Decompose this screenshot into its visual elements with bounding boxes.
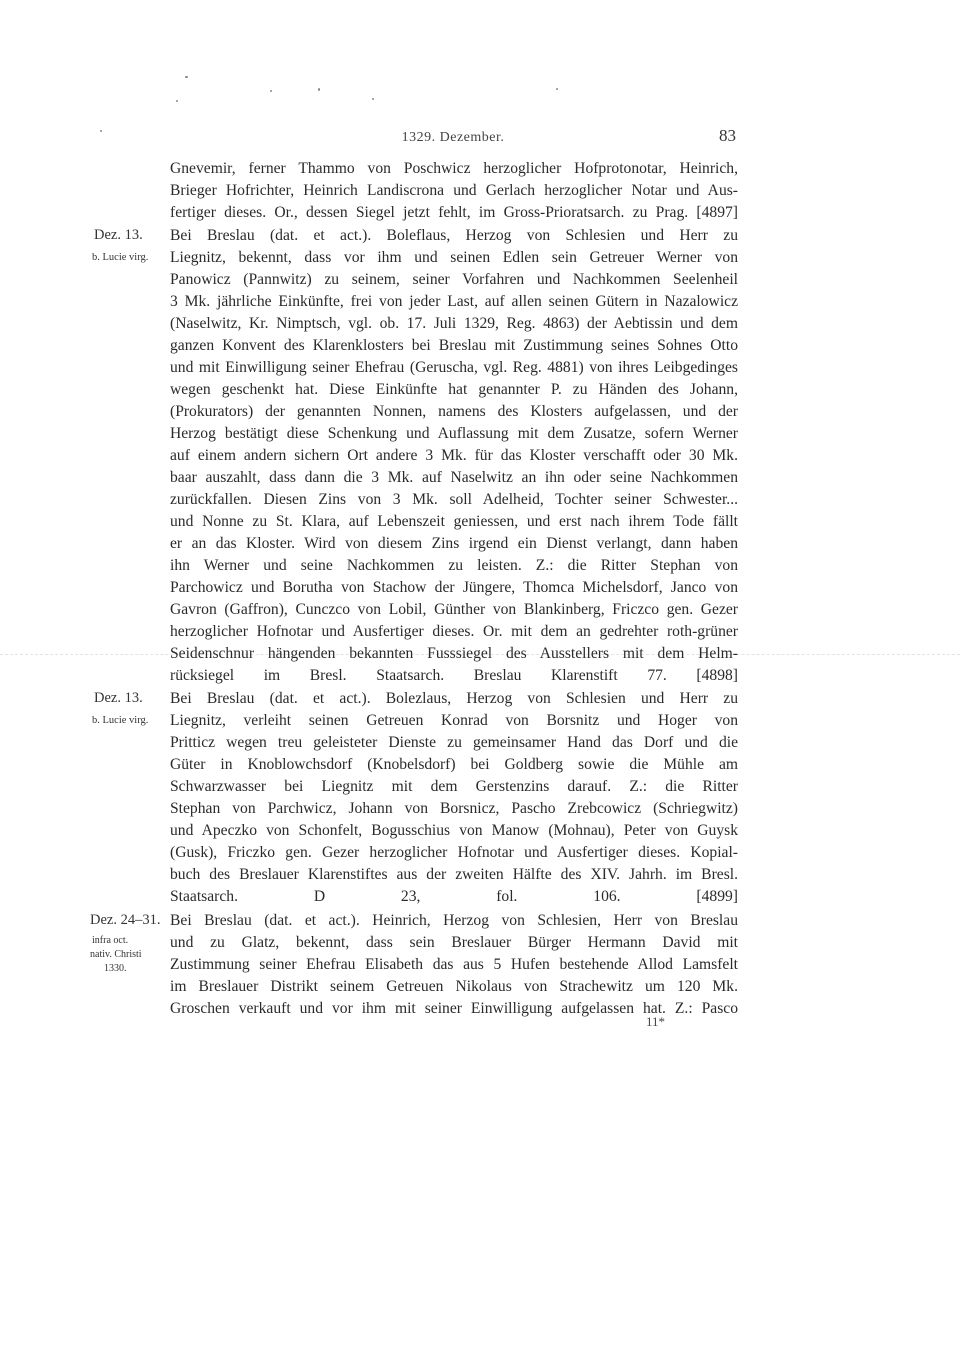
text-line: Gavron (Gaffron), Cunczco von Lobil, Günther von Blankinberg, Friczco gen. Gezer	[170, 601, 738, 618]
text-line: Pritticz wegen treu geleisteter Dienste zu gemeinsamer Hand das Dorf und die	[170, 734, 738, 751]
text-line: Bei Breslau (dat. et act.). Heinrich, Herzog von Schlesien, Herr von Breslau	[170, 912, 738, 929]
text-line: Stephan von Parchwicz, Johann von Borsnicz, Pascho Zrebcowicz (Schriegwitz)	[170, 800, 738, 817]
margin-day: b. Lucie virg.	[92, 715, 149, 726]
text-line: Bei Breslau (dat. et act.). Bolezlaus, Herzog von Schlesien und Herr zu	[170, 690, 738, 707]
margin-date: Dez. 24–31.	[90, 912, 161, 928]
margin-date: Dez. 13.	[94, 690, 143, 706]
text-line: fertiger dieses. Or., dessen Siegel jetzt fehlt, im Gross-Prioratsarch. zu Prag. [4897]	[170, 204, 738, 221]
text-line: (Naselwitz, Kr. Nimptsch, vgl. ob. 17. Juli 1329, Reg. 4863) der Aebtissin und dem	[170, 315, 738, 332]
margin-date: Dez. 13.	[94, 227, 143, 243]
text-line: und mit Einwilligung seiner Ehefrau (Geruscha, vgl. Reg. 4881) von ihres Leibgedinges	[170, 359, 738, 376]
text-line: und Apeczko von Schonfelt, Bogusschius von Manow (Mohnau), Peter von Guysk	[170, 822, 738, 839]
text-line: er an das Kloster. Wird von diesem Zins irgend ein Dienst verlangt, dann haben	[170, 535, 738, 552]
text-line: Brieger Hofrichter, Heinrich Landiscrona und Gerlach herzoglicher Notar und Aus-	[170, 182, 738, 199]
margin-note: infra oct.	[92, 935, 129, 946]
signature-mark: 11*	[646, 1014, 666, 1029]
page-header	[170, 126, 736, 152]
text-line: und Nonne zu St. Klara, auf Lebenszeit geniessen, und erst nach ihrem Tode fällt	[170, 513, 738, 530]
text-line: buch des Breslauer Klarenstiftes aus der zweiten Hälfte des XIV. Jahrh. im Bresl.	[170, 866, 738, 883]
margin-day: b. Lucie virg.	[92, 252, 149, 263]
text-line: Herzog bestätigt diese Schenkung und Auflassung mit dem Zusatze, sofern Werner	[170, 425, 738, 442]
margin-note: nativ. Christi	[90, 949, 142, 960]
text-line: 3 Mk. jährliche Einkünfte, frei von jeder Last, auf allen seinen Gütern in Nazalowicz	[170, 293, 738, 310]
text-line: Liegnitz, verleiht seinen Getreuen Konrad von Borsnitz und Hoger von	[170, 712, 738, 729]
text-line: wegen geschenkt hat. Diese Einkünfte hat genannter P. zu Händen des Johann,	[170, 381, 738, 398]
text-line: herzoglicher Hofnotar und Ausfertiger dieses. Or. mit dem an gedrehter roth-grüner	[170, 623, 738, 640]
text-line: im Breslauer Distrikt seinem Getreuen Nikolaus von Strachewitz um 120 Mk.	[170, 978, 738, 995]
text-line: Panowicz (Pannwitz) zu seinem, seiner Vorfahren und Nachkommen Seelenheil	[170, 271, 738, 288]
text-line: baar auszahlt, dass dann die 3 Mk. auf Naselwitz an ihn oder seine Nachkommen	[170, 469, 738, 486]
text-line: (Gusk), Friczko gen. Gezer herzoglicher Hofnotar und Ausfertiger dieses. Kopial-	[170, 844, 738, 861]
text-line: Gnevemir, ferner Thammo von Poschwicz herzoglicher Hofprotonotar, Heinrich,	[170, 160, 738, 177]
text-line: auf einem andern sichern Ort andere 3 Mk. für das Kloster verschafft oder 30 Mk.	[170, 447, 738, 464]
text-line: Güter in Knoblowchsdorf (Knobelsdorf) bei Goldberg sowie die Mühle am	[170, 756, 738, 773]
text-line: ganzen Konvent des Klarenklosters bei Breslau mit Zustimmung seines Sohnes Otto	[170, 337, 738, 354]
running-head: 1329. Dezember.	[401, 130, 505, 145]
text-line: Bei Breslau (dat. et act.). Boleflaus, Herzog von Schlesien und Herr zu	[170, 227, 738, 244]
text-line: und zu Glatz, bekennt, dass sein Breslauer Bürger Hermann David mit	[170, 934, 738, 951]
page-number: 83	[719, 126, 736, 145]
text-line: Seidenschnur hängenden bekannten Fusssiegel des Ausstellers mit dem Helm-	[170, 645, 738, 662]
text-line: Liegnitz, bekennt, dass vor ihm und seinen Edlen sein Getreuer Werner von	[170, 249, 738, 266]
text-line: Zustimmung seiner Ehefrau Elisabeth das aus 5 Hufen bestehende Allod Lamsfelt	[170, 956, 738, 973]
text-line: Groschen verkauft und vor ihm mit seiner Einwilligung aufgelassen hat. Z.: Pasco	[170, 1000, 738, 1017]
text-line: zurückfallen. Diesen Zins von 3 Mk. soll Adelheid, Tochter seiner Schwester...	[170, 491, 738, 508]
text-line: (Prokurators) der genannten Nonnen, namens des Klosters aufgelassen, und der	[170, 403, 738, 420]
text-line: rücksiegel im Bresl. Staatsarch. Breslau Klarenstift 77. [4898]	[170, 667, 738, 684]
text-line: Staatsarch. D 23, fol. 106. [4899]	[170, 888, 738, 905]
margin-note: 1330.	[104, 963, 127, 974]
text-line: ihn Werner und seine Nachkommen zu leisten. Z.: die Ritter Stephan von	[170, 557, 738, 574]
text-line: Schwarzwasser bei Liegnitz mit dem Gerstenzins darauf. Z.: die Ritter	[170, 778, 738, 795]
text-line: Parchowicz und Borutha von Stachow der Jüngere, Thomca Michelsdorf, Janco von	[170, 579, 738, 596]
